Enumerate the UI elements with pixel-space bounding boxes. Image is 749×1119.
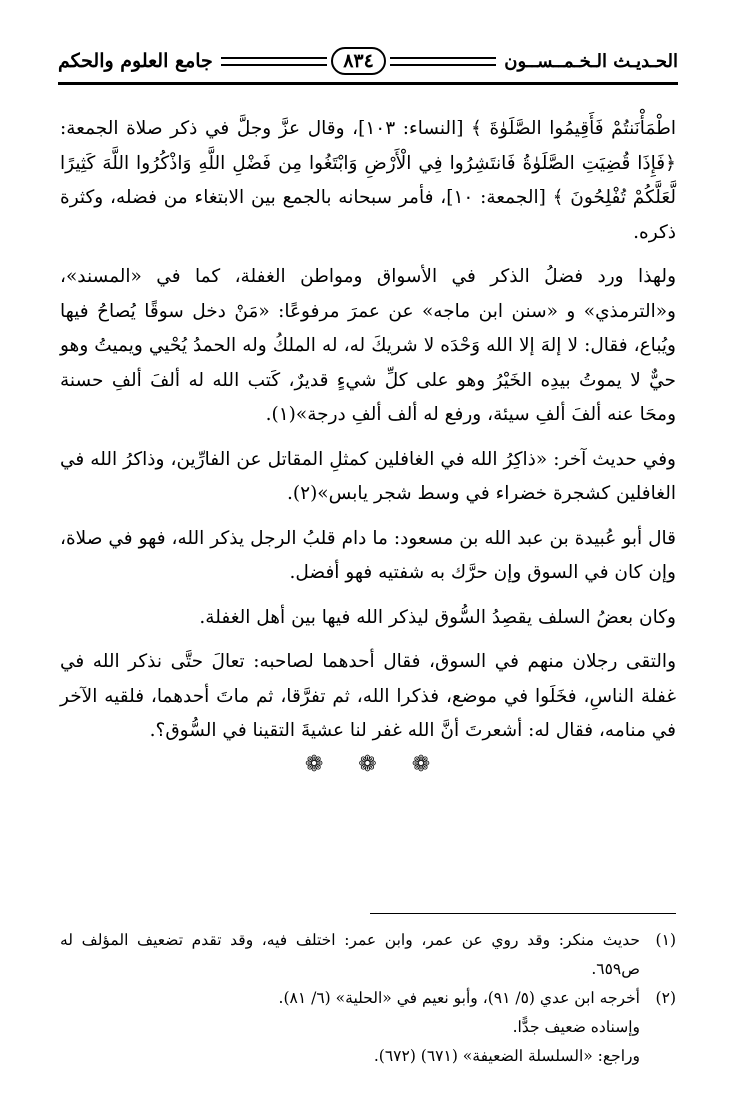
hadith-title: الحـديـث الـخـمــســون xyxy=(504,50,678,72)
footnote-2 xyxy=(60,984,676,1013)
paragraph-salaf: وكان بعضُ السلف يقصِدُ السُّوق ليذكر الله فيها بين أهل الغفلة. xyxy=(199,606,676,628)
paragraph-market-remembrance: ولهذا ورد فضلُ الذكر في الأسواق ومواطن الغفلة، كما في «المسند»، و«الترمذي» و «سنن ابن ماجه» عن عمرَ مرفوعًا: «مَنْ دخل سوقًا يُصاحُ فيها ويُباع، فقال: لا إلهَ إلا الله وَحْدَه لا شريكَ له، له الملكُ وله الحمدُ يُحْيي ويميتُ وهو حيٌّ لا يموتُ بيدِه الخَيْرُ وهو على كلِّ شيءٍ قديرٌ، كَتب الله له ألفَ ألفِ حسنة ومحَا عنه ألفَ ألفِ سيئة، ورفع له ألف ألفِ درجة»(١). xyxy=(60,266,676,425)
double-rule-right xyxy=(390,57,496,66)
double-rule-left xyxy=(221,57,327,66)
running-header xyxy=(58,42,678,80)
header-rule xyxy=(58,82,678,85)
section-separator: ❁ ❁ ❁ xyxy=(304,752,445,777)
paragraph-quran-verses: اطْمَأْنَنتُمْ فَأَقِيمُوا الصَّلَوٰةَ ﴾ [النساء: ١٠٣]، وقال عزَّ وجلَّ في ذكر صلاة الجمعة: ﴿فَإِذَا قُضِيَتِ الصَّلَوٰةُ فَانتَشِرُوا فِي الْأَرْضِ وَابْتَغُوا مِن فَضْلِ اللَّهِ وَاذْكُرُوا اللَّهَ كَثِيرًا لَّعَلَّكُمْ تُفْلِحُونَ ﴾ [الجمعة: ١٠]، فأمر سبحانه بالجمع بين الابتغاء من فضله، وكثرة ذكره. xyxy=(60,118,676,243)
main-text xyxy=(60,112,676,759)
footnote-2-line-2: وإسناده ضعيف جدًّا. xyxy=(512,1018,640,1036)
footnote-1 xyxy=(60,926,676,984)
page-number: ٨٣٤ xyxy=(331,47,386,75)
footnote-text: حديث منكر: وقد روي عن عمر، وابن عمر: اختلف فيه، وقد تقدم تضعيف المؤلف له ص٦٥٩. xyxy=(60,931,640,978)
footnote-text: أخرجه ابن عدي (٥/ ٩١)، وأبو نعيم في «الحلية» (٦/ ٨١). xyxy=(278,989,640,1007)
footnotes xyxy=(60,926,676,1071)
footnote-number: (١) xyxy=(655,931,676,949)
paragraph-other-hadith: وفي حديث آخر: «ذاكِرُ الله في الغافلين كمثلِ المقاتل عن الفارِّين، وذاكرُ الله في الغافلين كشجرة خضراء في وسط شجر يابس»(٢). xyxy=(60,448,676,504)
book-title: جامع العلوم والحكم xyxy=(58,50,213,72)
paragraph-abu-ubaida: قال أبو عُبيدة بن عبد الله بن مسعود: ما دام قلبُ الرجل يذكر الله، فهو في صلاة، وإن كان في السوق وإن حرَّك به شفتيه فهو أفضل. xyxy=(60,527,676,583)
footnote-number: (٢) xyxy=(655,989,676,1007)
footnote-rule xyxy=(370,913,676,914)
header-ornament xyxy=(221,47,496,75)
footnote-2-line-3: وراجع: «السلسلة الضعيفة» (٦٧١) (٦٧٢). xyxy=(373,1047,640,1065)
paragraph-two-men: والتقى رجلان منهم في السوق، فقال أحدهما لصاحبه: تعالَ حتَّى نذكر الله في غفلة الناسِ، فخَلَوا في موضع، فذكرا الله، ثم تفرَّقا، ثم ماتَ أحدهما، فلقيه الآخر في منامه، فقال له: أشعرتَ أنَّ الله غفر لنا عشيةَ التقينا في السُّوق؟. xyxy=(60,651,676,741)
